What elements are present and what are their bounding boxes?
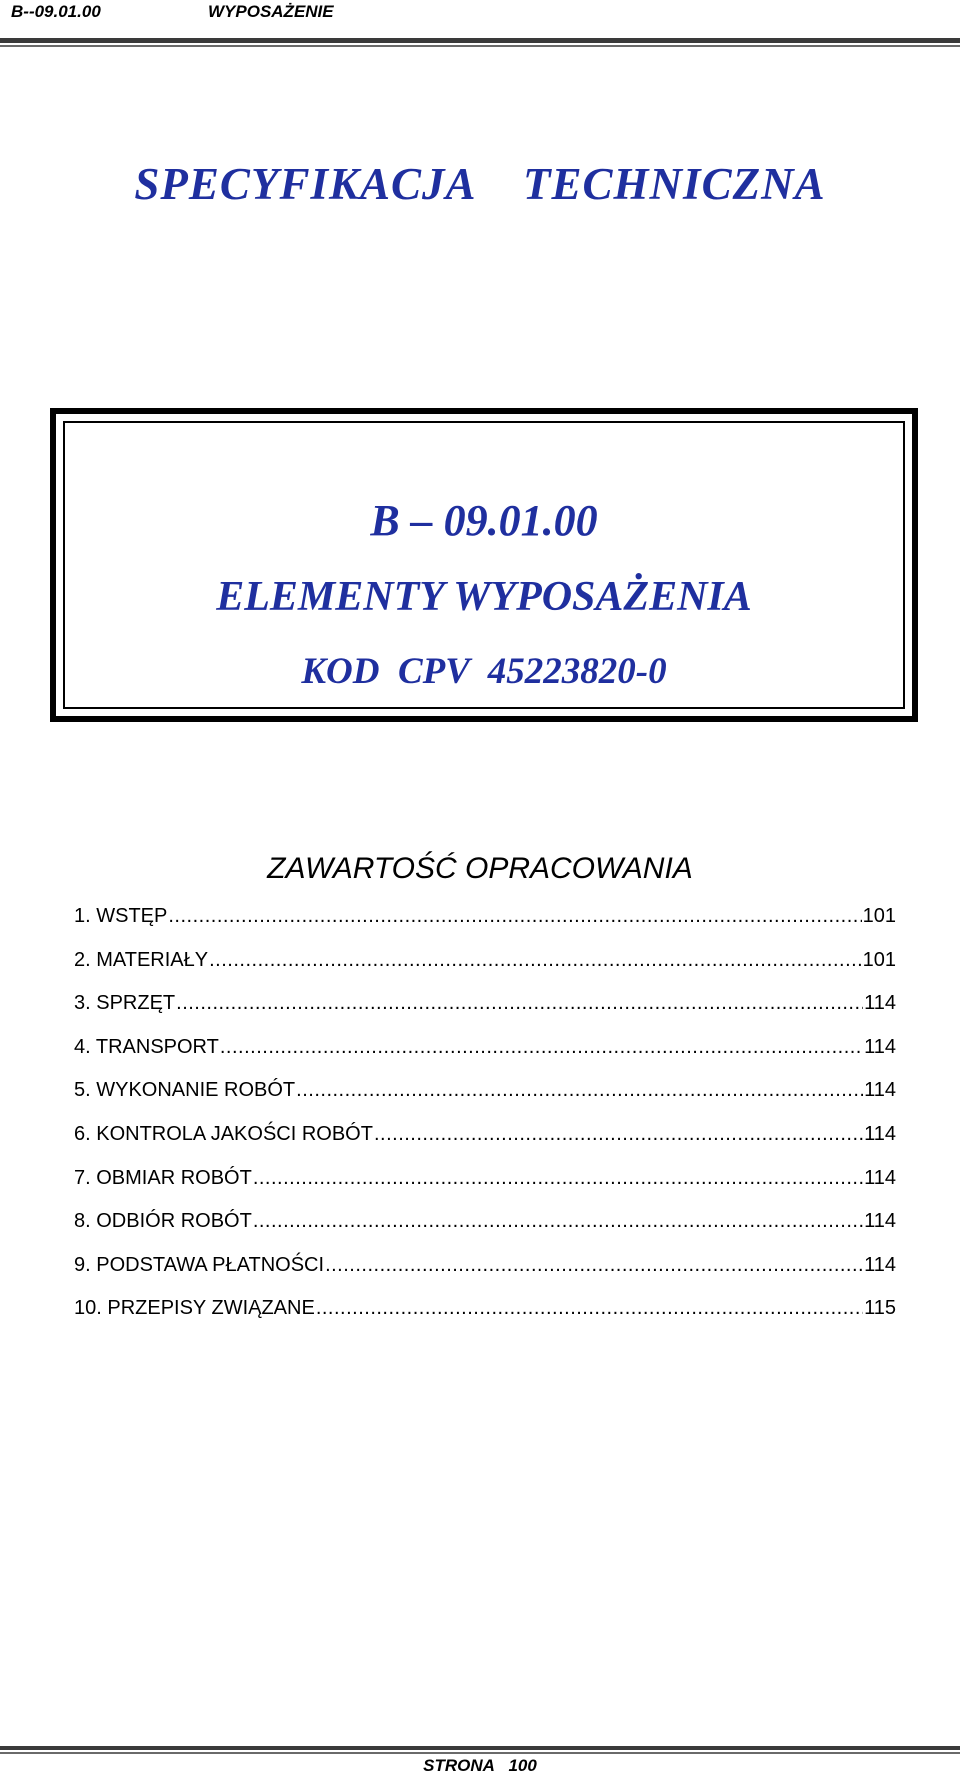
- page-number: STRONA 100: [423, 1756, 537, 1775]
- toc-entry[interactable]: [74, 1036, 896, 1080]
- specification-code: B – 09.01.00: [370, 496, 598, 545]
- toc-dot-leader: [374, 1123, 863, 1146]
- toc-entry-label: 9. PODSTAWA PŁATNOŚCI: [74, 1253, 325, 1276]
- header-title: WYPOSAŻENIE: [208, 2, 334, 21]
- toc-dot-leader: [209, 949, 862, 972]
- toc-entry[interactable]: [74, 1210, 896, 1254]
- toc-entry-label: 6. KONTROLA JAKOŚCI ROBÓT: [74, 1122, 373, 1145]
- footer-rule-thin: [0, 1752, 960, 1754]
- toc-dot-leader: [316, 1297, 863, 1320]
- toc-entry-page: 114: [864, 1122, 896, 1145]
- toc-entry-page: 114: [864, 1035, 896, 1058]
- specification-frame: [50, 408, 918, 722]
- toc-dot-leader: [325, 1254, 863, 1277]
- header-rule-thin: [0, 45, 960, 47]
- toc-dot-leader: [296, 1079, 863, 1102]
- toc-entry-page: 114: [864, 1166, 896, 1189]
- toc-entry-label: 7. OBMIAR ROBÓT: [74, 1166, 252, 1189]
- toc-entry-page: 114: [864, 1253, 896, 1276]
- toc-entry-label: 3. SPRZĘT: [74, 992, 176, 1015]
- toc-entry-label: 2. MATERIAŁY: [74, 948, 209, 971]
- toc-entry[interactable]: [74, 949, 896, 993]
- specification-name: ELEMENTY WYPOSAŻENIA: [216, 574, 752, 620]
- toc-entry[interactable]: [74, 905, 896, 949]
- toc-entry-label: 10. PRZEPISY ZWIĄZANE: [74, 1297, 315, 1320]
- toc-entry-page: 115: [864, 1297, 896, 1320]
- toc-dot-leader: [168, 905, 861, 928]
- toc-entry[interactable]: [74, 992, 896, 1036]
- toc-entry[interactable]: [74, 1079, 896, 1123]
- toc-entry-label: 1. WSTĘP: [74, 905, 168, 927]
- toc-entry-page: 101: [862, 948, 896, 971]
- toc-entry[interactable]: [74, 1123, 896, 1167]
- page-header: [0, 0, 960, 50]
- toc-entry[interactable]: [74, 1254, 896, 1298]
- toc-entry-page: 114: [864, 992, 896, 1015]
- document-title: SPECYFIKACJA TECHNICZNA: [134, 159, 826, 209]
- toc-entry-page: 114: [864, 1210, 896, 1233]
- header-rule-thick: [0, 38, 960, 43]
- toc-entry-label: 4. TRANSPORT: [74, 1035, 219, 1058]
- table-of-contents: [74, 905, 896, 1341]
- footer-rule-thick: [0, 1746, 960, 1750]
- toc-entry-page: 114: [864, 1079, 896, 1102]
- cpv-code: KOD CPV 45223820-0: [301, 651, 667, 692]
- toc-dot-leader: [176, 992, 863, 1015]
- toc-entry-label: 8. ODBIÓR ROBÓT: [74, 1210, 252, 1233]
- toc-entry[interactable]: [74, 1167, 896, 1211]
- toc-heading: ZAWARTOŚĆ OPRACOWANIA: [267, 852, 693, 885]
- toc-entry[interactable]: [74, 1297, 896, 1341]
- header-code: B--09.01.00: [11, 2, 101, 21]
- toc-entry-label: 5. WYKONANIE ROBÓT: [74, 1079, 296, 1102]
- toc-dot-leader: [253, 1167, 863, 1190]
- toc-dot-leader: [253, 1210, 863, 1233]
- toc-entry-page: 101: [862, 905, 896, 927]
- toc-dot-leader: [220, 1036, 863, 1059]
